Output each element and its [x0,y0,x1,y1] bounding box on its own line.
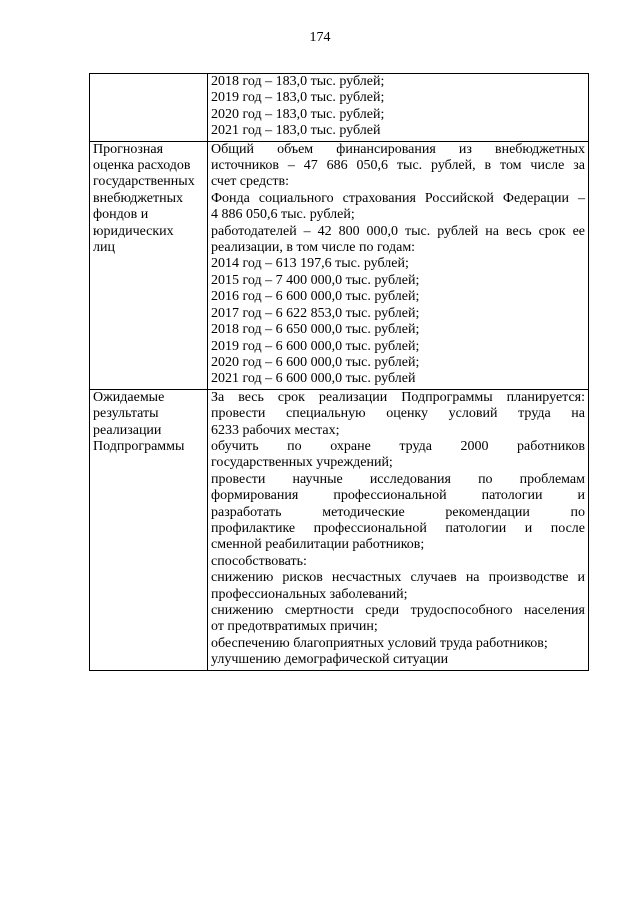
subprogram-passport-table [89,73,589,671]
label-line: фондов и [93,207,149,223]
text-line: счет средств: [211,174,290,190]
row-label-extrabudgetary-estimate [90,141,208,389]
label-line: оценка расходов [93,158,191,174]
table-row-funding-years [90,74,589,142]
label-line: Ожидаемые [93,389,165,405]
text-line: работодателей – 42 800 000,0 тыс. рублей на весь срок ее [211,223,585,239]
text-line: 2019 год – 6 600 000,0 тыс. рублей; [211,338,420,354]
page-number: 174 [309,30,331,45]
text-line: 2015 год – 7 400 000,0 тыс. рублей; [211,272,420,288]
text-line: формирования профессиональной патологии и [211,488,585,504]
text-line: сменной реабилитации работников; [211,537,425,553]
text-line: 6233 рабочих местах; [211,422,340,438]
text-line: профилактике профессиональной патологии и после [211,520,585,536]
label-line: реализации [93,422,162,438]
text-line: источников – 47 686 050,6 тыс. рублей, в том числе за [211,158,585,174]
text-line: Фонда социального страхования Российской Федерации – [211,190,585,206]
text-line: 2020 год – 183,0 тыс. рублей; [211,106,385,122]
text-line: государственных учреждений; [211,455,393,471]
table-row-extrabudgetary-estimate [90,141,589,389]
text-line: снижению рисков несчастных случаев на производстве и [211,570,585,586]
table-row-expected-results [90,389,589,670]
text-line: 2018 год – 183,0 тыс. рублей; [211,74,385,89]
label-line: Прогнозная [93,141,164,157]
text-line: 2019 год – 183,0 тыс. рублей; [211,90,385,106]
text-line: разработать методические рекомендации по [211,504,585,520]
text-line: Общий объем финансирования из внебюджетных [211,141,585,157]
text-line: 2021 год – 183,0 тыс. рублей [211,123,381,139]
text-line: 4 886 050,6 тыс. рублей; [211,207,355,223]
label-line: внебюджетных [93,190,184,206]
row-value-extrabudgetary-estimate [208,141,589,389]
label-line: результаты [93,406,159,422]
text-line: профессиональных заболеваний; [211,586,408,602]
row-label-empty [90,74,208,142]
label-line: лиц [93,240,115,256]
text-line: 2017 год – 6 622 853,0 тыс. рублей; [211,305,420,321]
text-line: реализации, в том числе по годам: [211,240,416,256]
text-line: улучшению демографической ситуации [211,652,449,668]
text-line: провести научные исследования по проблемам [211,471,585,487]
text-line: За весь срок реализации Подпрограммы планируется: [211,389,585,405]
text-line: обучить по охране труда 2000 работников [211,438,585,454]
text-line: обеспечению благоприятных условий труда работников; [211,635,548,651]
label-line: государственных [93,174,195,190]
text-line: снижению смертности среди трудоспособного населения [211,603,585,618]
text-line: 2016 год – 6 600 000,0 тыс. рублей; [211,289,420,305]
row-value-funding-years [208,74,589,142]
label-line: Подпрограммы [93,438,185,454]
text-line: 2018 год – 6 650 000,0 тыс. рублей; [211,322,420,338]
text-line: 2021 год – 6 600 000,0 тыс. рублей [211,371,416,387]
text-line: 2020 год – 6 600 000,0 тыс. рублей; [211,354,420,370]
text-line: от предотвратимых причин; [211,619,378,635]
row-value-expected-results [208,389,589,670]
row-label-expected-results [90,389,208,670]
text-line: способствовать: [211,553,307,569]
label-line: юридических [93,223,174,239]
text-line: провести специальную оценку условий труда на [211,406,585,422]
text-line: 2014 год – 613 197,6 тыс. рублей; [211,256,409,272]
